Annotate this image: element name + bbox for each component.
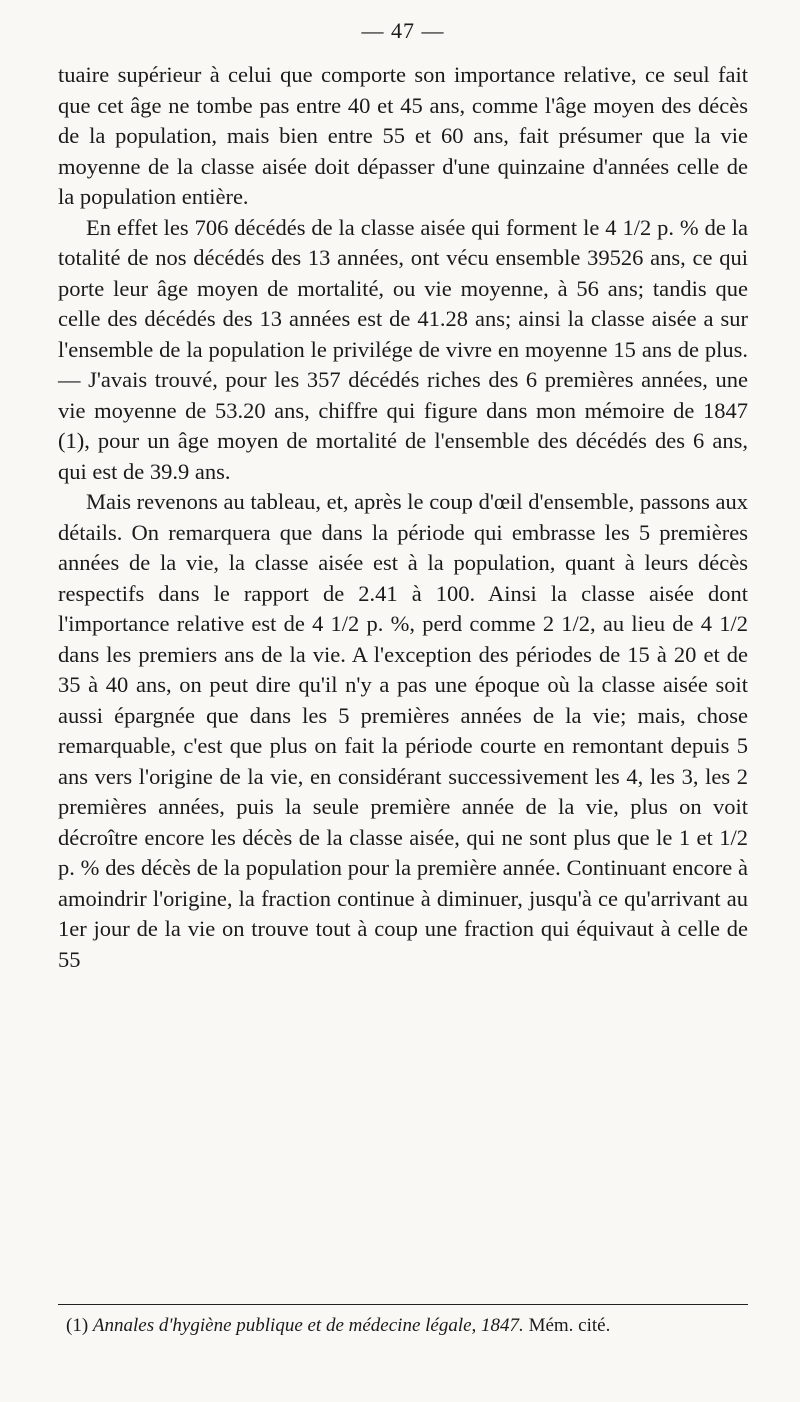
paragraph-vie-moyenne: En effet les 706 décédés de la classe aisée qui forment le 4 1/2 p. % de la totalité de nos décédés des 13 années, ont vécu ensemble 39526 ans, ce qui porte leur âge moyen de mortalité, ou vie moyenne, à 56 ans; tandis que celle des décédés des 13 années est de 41.28 ans; ainsi la classe aisée a sur l'ensemble de la population le privilége de vivre en moyenne 15 ans de plus. — J'avais trouvé, pour les 357 décédés riches des 6 premières années, une vie moyenne de 53.20 ans, chiffre qui figure dans mon mémoire de 1847 (1), pour un âge moyen de mortalité de l'ensemble des décédés des 6 ans, qui est de 39.9 ans. xyxy=(58,214,748,484)
footnote-note: Mém. cité. xyxy=(528,1315,611,1336)
page-number: — 47 — xyxy=(361,18,445,43)
footnote-marker: (1) xyxy=(66,1315,89,1336)
body-text xyxy=(58,60,748,975)
footnote-divider xyxy=(58,1304,748,1305)
book-page xyxy=(58,0,748,1402)
footnote xyxy=(58,1314,748,1338)
paragraph-tableau-details: Mais revenons au tableau, et, après le coup d'œil d'ensemble, passons aux détails. On remarquera que dans la période qui embrasse les 5 premières années de la vie, la classe aisée est à la population, quant à leurs décès respectifs dans le rapport de 2.41 à 100. Ainsi la classe aisée dont l'importance relative est de 4 1/2 p. %, perd comme 2 1/2, au lieu de 4 1/2 dans les premiers ans de la vie. A l'exception des périodes de 15 à 20 et de 35 à 40 ans, on peut dire qu'il n'y a pas une époque où la classe aisée soit aussi épargnée que dans les 5 premières années de la vie; mais, chose remarquable, c'est que plus on fait la période courte en remontant depuis 5 ans vers l'origine de la vie, en considérant successivement les 4, les 3, les 2 premières années, puis la seule première année de la vie, plus on voit décroître encore les décès de la classe aisée, qui ne sont plus que le 1 et 1/2 p. % des décès de la population pour la première année. Continuant encore à amoindrir l'origine, la fraction continue à diminuer, jusqu'à ce qu'arrivant au 1er jour de la vie on trouve tout à coup une fraction qui équivaut à celle de 55 xyxy=(58,489,748,972)
footnote-source: Annales d'hygiène publique et de médecine légale, 1847. xyxy=(92,1315,524,1336)
paragraph-continuation: tuaire supérieur à celui que comporte son importance relative, ce seul fait que cet âge ne tombe pas entre 40 et 45 ans, comme l'âge moyen des décès de la population, mais bien entre 55 et 60 ans, fait présumer que la vie moyenne de la classe aisée doit dépasser d'une quinzaine d'années celle de la population entière. xyxy=(58,62,748,209)
